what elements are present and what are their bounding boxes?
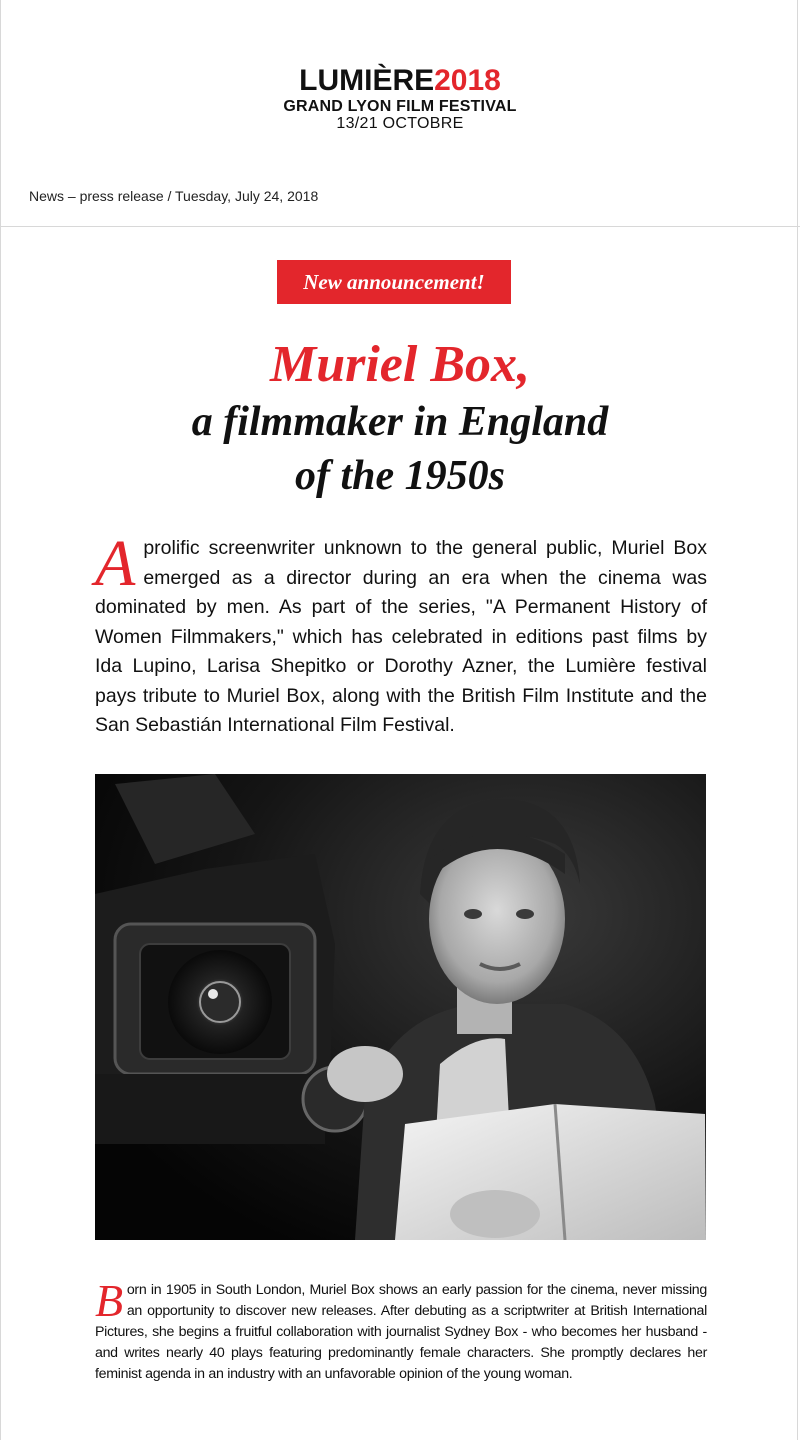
intro-paragraph — [95, 527, 707, 741]
news-dateline: News – press release / Tuesday, July 24, 2018 — [29, 188, 319, 204]
article-title — [0, 334, 800, 504]
logo-wordmark — [0, 66, 800, 96]
festival-logo[interactable] — [0, 66, 800, 132]
announcement-badge: New announcement! — [277, 260, 511, 304]
logo-subtitle: GRAND LYON FILM FESTIVAL — [283, 98, 517, 115]
logo-year: 2018 — [434, 64, 501, 97]
header-divider — [0, 226, 800, 227]
title-line-3: of the 1950s — [295, 453, 505, 499]
article-photo — [95, 774, 706, 1240]
body-text: orn in 1905 in South London, Muriel Box shows an early passion for the cinema, never missing an opportunity to discover new releases. After debuting as a scriptwriter at British International Pictures, she begins a fruitful collaboration with journalist Sydney Box - who becomes her husband - and writes nearly 40 plays featuring predominantly female characters. She promptly declares her feminist agenda in an industry with an unfavorable opinion of the young woman. — [95, 1282, 707, 1382]
logo-main: LUMIÈRE — [299, 64, 435, 97]
intro-dropcap: A — [95, 527, 136, 600]
logo-dates: 13/21 OCTOBRE — [336, 115, 464, 132]
photo-illustration — [95, 774, 706, 1240]
intro-text: prolific screenwriter unknown to the general public, Muriel Box emerged as a director during an era when the cinema was dominated by men. As part of the series, "A Permanent History of Women Filmmakers," which has celebrated in editions past films by Ida Lupino, Larisa Shepitko or Dorothy Azner, the Lumière festival pays tribute to Muriel Box, along with the British Film Institute and the San Sebastián International Film Festival. — [95, 537, 707, 736]
body-dropcap: B — [95, 1275, 123, 1326]
title-line-1: Muriel Box, — [269, 336, 531, 393]
body-paragraph — [95, 1275, 707, 1385]
title-line-2: a filmmaker in England — [191, 399, 609, 445]
